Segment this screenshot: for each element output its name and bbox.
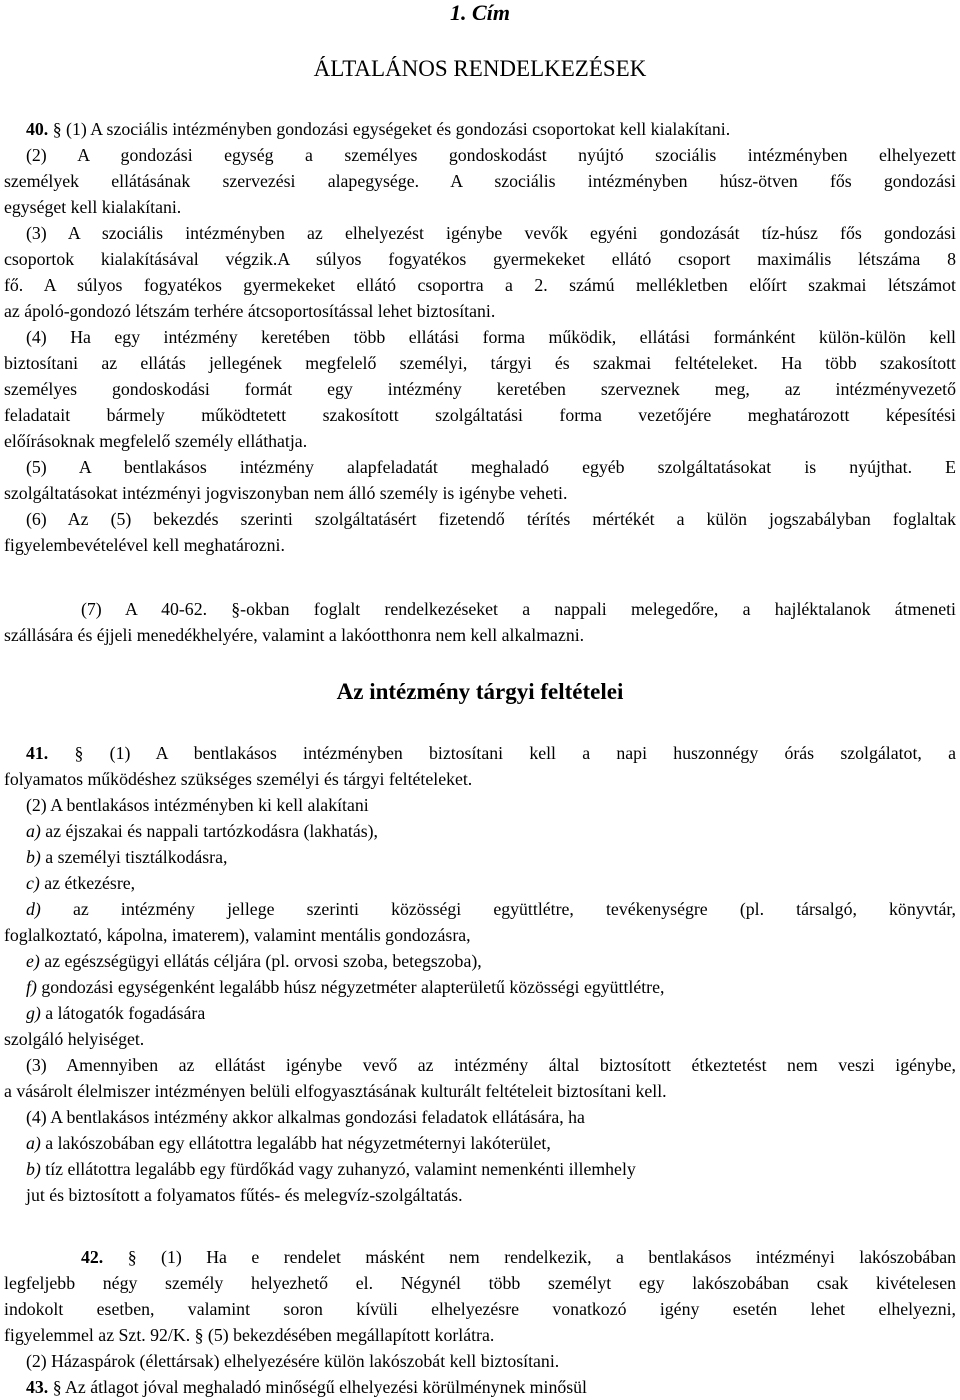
list-text: az éjszakai és nappali tartózkodásra (lakhatás), [40,821,378,841]
list-item [4,870,956,896]
paragraph-line: (3) Amennyiben az ellátást igénybe vevő az intézmény által biztosított étkeztetést nem veszi igénybe, [26,1055,956,1075]
section-43-para-1 [4,1374,956,1400]
section-sign: § [52,1377,62,1397]
paragraph-line: személyes gondoskodási formát egy intézmény keretében szerveznek meg, az intézményvezető [4,379,956,399]
section-40-para-7 [4,596,956,648]
list-text: a személyi tisztálkodásra, [40,847,228,867]
paragraph-line: indokolt esetben, valamint soron kívüli elhelyezésre vonatkozó igény esetén lehet elhelyezni, [4,1299,956,1319]
paragraph-line: az ápoló-gondozó létszám terhére átcsoportosítással lehet biztosítani. [4,301,496,321]
list-letter: f) [26,977,37,997]
paragraph-text: (1) A szociális intézményben gondozási egységeket és gondozási csoportokat kell kialakítani. [66,119,731,139]
paragraph-line: szolgáló helyiséget. [4,1029,145,1049]
paragraph-line: (3) A szociális intézményben az elhelyezést igénybe vevők egyéni gondozását tíz-húsz fős gondozási [26,223,956,243]
section-42-para-1 [4,1244,956,1270]
section-40-para-1 [4,116,956,142]
paragraph-line: jut és biztosított a folyamatos fűtés- és melegvíz-szolgáltatás. [26,1185,463,1205]
paragraph-line: legfeljebb négy személy helyezhető el. Négynél több személyt egy lakószobában csak kivételesen [4,1273,956,1293]
list-letter: b) [26,847,41,867]
paragraph-line: (2) A bentlakásos intézményben ki kell alakítani [26,795,369,815]
section-sign: § [127,1247,137,1267]
section-number: 43. [26,1377,49,1397]
list-item [4,948,956,974]
paragraph-line: (4) A bentlakásos intézmény akkor alkalmas gondozási feladatok ellátására, ha [26,1107,585,1127]
section-41-para-1 [4,740,956,766]
list-text: gondozási egységenként legalább húsz négyzetméter alapterületű közösségi együttlétre, [36,977,665,997]
list-letter: g) [26,1003,41,1023]
paragraph-line: (6) Az (5) bekezdés szerinti szolgáltatásért fizetendő térítés mértékét a külön jogszabályban foglaltak [26,509,956,529]
paragraph-line: fő. A súlyos fogyatékos gyermekeket ellátó csoportra a 2. számú mellékletben előírt szakmai létszámot [4,275,956,295]
section-number: 40. [26,119,49,139]
list-text: az étkezésre, [39,873,136,893]
list-text: az egészségügyi ellátás céljára (pl. orvosi szoba, betegszoba), [39,951,482,971]
paragraph-line: figyelemmel az Szt. 92/K. § (5) bekezdésében megállapított korlátra. [4,1325,495,1345]
paragraph-text: (1) A bentlakásos intézményben biztosítani kell a napi huszonnégy órás szolgálatot, a [109,743,956,763]
list-letter: d) [26,899,41,919]
list-text: a lakószobában egy ellátottra legalább hat négyzetméternyi lakóterület, [40,1133,551,1153]
section-40 [4,116,956,558]
paragraph-line: (2) A gondozási egység a személyes gondoskodást nyújtó szociális intézményben elhelyezett [26,145,956,165]
list-item [4,1156,956,1182]
paragraph-line: személyek ellátásának szervezési alapegysége. A szociális intézményben húsz-ötven fős gondozási [4,171,956,191]
paragraph-text: Az átlagot jóval meghaladó minőségű elhelyezési körülménynek minősül [65,1377,587,1397]
list-text: az intézmény jellege szerinti közösségi együttlétre, tevékenységre (pl. társalgó, könyvtár, [40,899,956,919]
list-letter: a) [26,821,41,841]
list-letter: c) [26,873,40,893]
paragraph-line: előírásoknak megfelelő személy elláthatja. [4,431,308,451]
paragraph-line: foglalkoztató, kápolna, imaterem), valamint mentális gondozásra, [4,925,471,945]
chapter-title: 1. Cím [450,0,510,25]
paragraph-line: szállására és éjjeli menedékhelyére, valamint a lakóotthonra nem kell alkalmazni. [4,625,585,645]
list-text: tíz ellátottra legalább egy fürdőkád vagy zuhanyzó, valamint nemenkénti illemhely [40,1159,636,1179]
paragraph-line: (5) A bentlakásos intézmény alapfeladatát meghaladó egyéb szolgáltatásokat is nyújthat. E [26,457,956,477]
list-letter: e) [26,951,40,971]
paragraph-line: (4) Ha egy intézmény keretében több ellátási forma működik, ellátási formánként külön-külön kell [26,327,956,347]
list-item [4,896,956,922]
section-number: 42. [81,1247,104,1267]
section-41 [4,740,956,1208]
list-item [4,1000,956,1026]
paragraph-line: folyamatos működéshez szükséges személyi és tárgyi feltételeket. [4,769,473,789]
paragraph-line: egységet kell kialakítani. [4,197,182,217]
list-letter: b) [26,1159,41,1179]
list-item [4,844,956,870]
paragraph-line: (2) Házaspárok (élettársak) elhelyezésére külön lakószobát kell biztosítani. [26,1351,560,1371]
paragraph-line: szolgáltatásokat intézményi jogviszonyban nem álló személy is igénybe veheti. [4,483,568,503]
list-text: a látogatók fogadására [40,1003,206,1023]
list-item [4,818,956,844]
list-item [4,974,956,1000]
list-item [4,1130,956,1156]
list-letter: a) [26,1133,41,1153]
paragraph-line: biztosítani az ellátás jellegének megfelelő személyi, tárgyi és szakmai feltételeket. Ha több szakosított [4,353,956,373]
paragraph-line: figyelembevételével kell meghatározni. [4,535,285,555]
section-42 [4,1244,956,1400]
section-heading-general: ÁLTALÁNOS RENDELKEZÉSEK [313,56,647,81]
section-heading-conditions: Az intézmény tárgyi feltételei [336,679,624,704]
section-number: 41. [26,743,49,763]
section-sign: § [74,743,84,763]
paragraph-line: csoportok kialakításával végzik.A súlyos fogyatékos gyermekeket ellátó csoport maximális létszáma 8 [4,249,956,269]
paragraph-line: (7) A 40-62. §-okban foglalt rendelkezéseket a nappali melegedőre, a hajléktalanok átmeneti [81,599,956,619]
paragraph-text: (1) Ha e rendelet másként nem rendelkezik, a bentlakásos intézményi lakószobában [161,1247,956,1267]
paragraph-line: a vásárolt élelmiszer intézményen belüli elfogyasztásának kulturált feltételeit biztosítani kell. [4,1081,667,1101]
section-sign: § [52,119,62,139]
paragraph-line: feladatait bármely működtetett szakosított szolgáltatási forma vezetőjére meghatározott képesítési [4,405,956,425]
